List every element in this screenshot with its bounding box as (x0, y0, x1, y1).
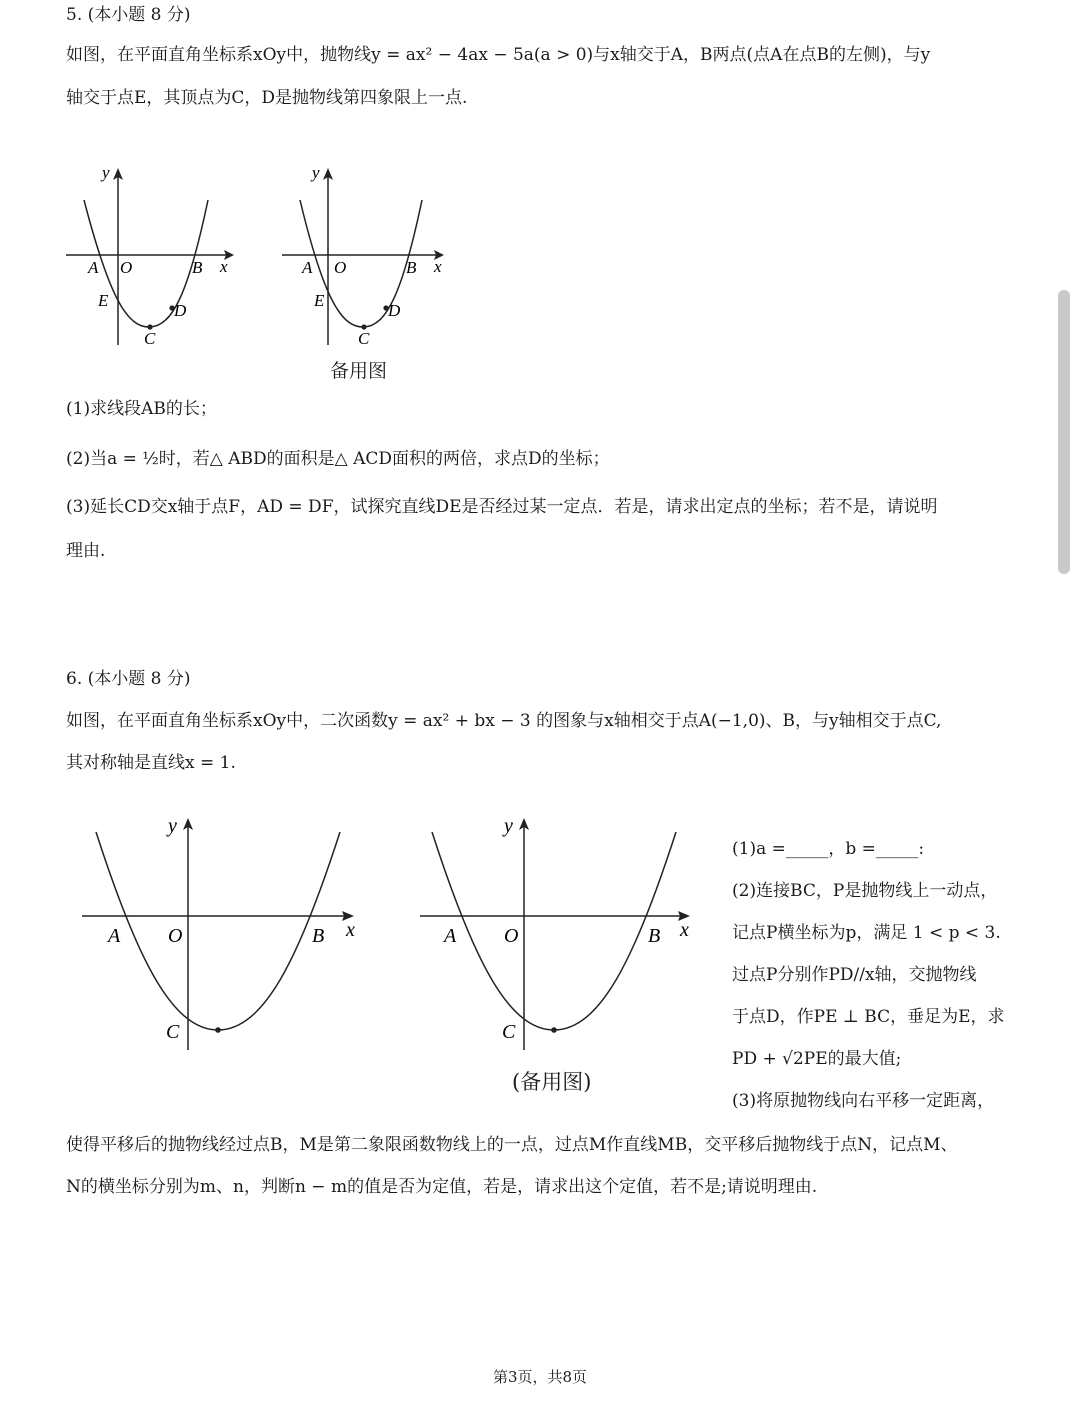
q6-side-line-3: 记点P横坐标为p，满足 1 < p < 3. (732, 923, 1001, 943)
q5-part-3-line-2: 理由. (66, 541, 106, 561)
q6-label-B: B (312, 925, 325, 947)
q6b-label-O: O (504, 925, 519, 947)
q6-side-line-1: (1)a =_____，b =_____: (732, 839, 925, 859)
q5-stem-line-2: 轴交于点E，其顶点为C，D是抛物线第四象限上一点. (66, 88, 468, 108)
q5b-label-B: B (406, 258, 417, 277)
q5b-label-y: y (312, 163, 320, 182)
q5-figure-backup (276, 160, 466, 355)
q6-side-line-2: (2)连接BC，P是抛物线上一动点， (732, 881, 998, 901)
q5-label-D: D (174, 301, 187, 320)
q5-label-O: O (120, 258, 133, 277)
q5b-label-C: C (358, 329, 370, 348)
q6-label-y: y (168, 815, 177, 837)
q5-label-A: A (88, 258, 99, 277)
q6-side-line-6: PD + √2PE的最大值; (732, 1049, 902, 1069)
page-footer: 第3页，共8页 (492, 1368, 588, 1386)
q5-part-1: (1)求线段AB的长； (66, 399, 217, 419)
q5-part-2: (2)当a = ½时，若△ ABD的面积是△ ACD面积的两倍，求点D的坐标； (66, 449, 610, 469)
q6-side-line-4: 过点P分别作PD//x轴，交抛物线 (732, 965, 977, 985)
q5-part-3-line-1: (3)延长CD交x轴于点F，AD = DF，试探究直线DE是否经过某一定点．若是，请求出定点的坐标；若不是，请说明 (66, 497, 938, 517)
q6-backup-caption: (备用图) (512, 1070, 592, 1094)
q6b-label-C: C (502, 1021, 516, 1043)
q5-figure-main (60, 160, 250, 355)
q6b-label-y: y (504, 815, 513, 837)
q5-label-y: y (102, 163, 110, 182)
q6-cont-line-1: 使得平移后的抛物线经过点B，M是第二象限函数物线上的一点，过点M作直线MB，交平移后抛物线于点N，记点M、 (66, 1135, 958, 1155)
q6-label-C: C (166, 1021, 180, 1043)
q5-label-E: E (98, 291, 109, 310)
q6-cont-line-2: N的横坐标分别为m、n，判断n − m的值是否为定值，若是，请求出这个定值，若不是;请说明理由. (66, 1177, 818, 1197)
q5-label-B: B (192, 258, 203, 277)
q6b-label-A: A (444, 925, 457, 947)
q6-figure-main (78, 812, 368, 1052)
q6b-label-x: x (680, 919, 689, 941)
q6-header: 6. (本小题 8 分) (66, 669, 191, 689)
q5-header: 5. (本小题 8 分) (66, 5, 191, 25)
q5-label-x: x (220, 257, 228, 276)
q5b-label-O: O (334, 258, 347, 277)
q5b-label-x: x (434, 257, 442, 276)
q5b-label-D: D (388, 301, 401, 320)
scrollbar-thumb[interactable] (1058, 290, 1070, 574)
q5-stem-line-1: 如图，在平面直角坐标系xOy中，抛物线y = ax² − 4ax − 5a(a > 0)与x轴交于A，B两点(点A在点B的左侧)，与y (66, 45, 931, 65)
q6-label-A: A (108, 925, 121, 947)
q5-label-C: C (144, 329, 156, 348)
q6-side-line-7: (3)将原抛物线向右平移一定距离， (732, 1091, 995, 1111)
q6-side-line-5: 于点D，作PE ⊥ BC，垂足为E，求 (732, 1007, 1005, 1027)
q6-stem-line-2: 其对称轴是直线x = 1. (66, 753, 236, 773)
q6-label-x: x (346, 919, 355, 941)
q6-stem-line-1: 如图，在平面直角坐标系xOy中，二次函数y = ax² + bx − 3 的图象与x轴相交于点A(−1,0)、B，与y轴相交于点C, (66, 711, 942, 731)
q5b-label-A: A (302, 258, 313, 277)
q5b-label-E: E (314, 291, 325, 310)
q6b-label-B: B (648, 925, 661, 947)
q5-backup-caption: 备用图 (330, 360, 388, 382)
q6-label-O: O (168, 925, 183, 947)
q6-figure-backup (416, 812, 706, 1052)
